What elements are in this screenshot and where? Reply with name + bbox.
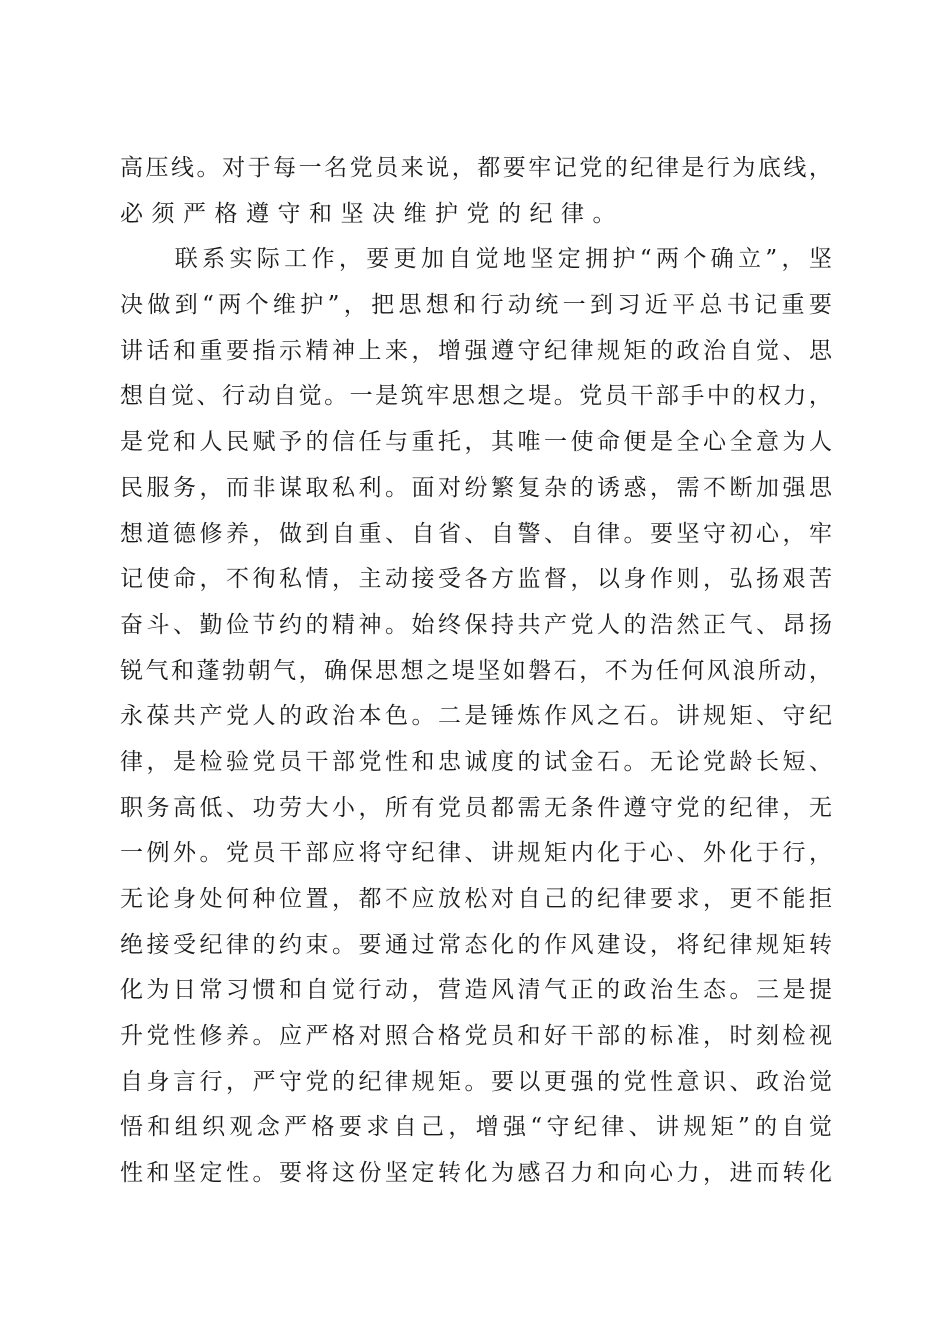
text-line: 是 党 和 人 民 赋 予 的 信 任 与 重 托 ， 其 唯 一 使 命 便 是 全 心 全 意 为 人 — [120, 429, 832, 456]
text-line: 化 为 日 常 习 惯 和 自 觉 行 动 ， 营 造 风 清 气 正 的 政 治 生 态 。 三 是 提 — [120, 977, 832, 1004]
text-line: 想 道 德 修 养 ， 做 到 自 重 、 自 省 、 自 警 、 自 律 。 要 坚 守 初 心 ， 牢 — [120, 520, 832, 547]
text-line: 想 自 觉 、 行 动 自 觉 。 一 是 筑 牢 思 想 之 堤 。 党 员 干 部 手 中 的 权 力 ， — [120, 383, 832, 410]
text-line: 记 使 命 ， 不 徇 私 情 ， 主 动 接 受 各 方 监 督 ， 以 身 作 则 ， 弘 扬 艰 苦 — [120, 566, 832, 593]
text-line: 职 务 高 低 、 功 劳 大 小 ， 所 有 党 员 都 需 无 条 件 遵 守 党 的 纪 律 ， 无 — [120, 794, 832, 821]
text-line: 民 服 务 ， 而 非 谋 取 私 利 。 面 对 纷 繁 复 杂 的 诱 惑 ， 需 不 断 加 强 思 — [120, 474, 832, 501]
text-line: 无 论 身 处 何 种 位 置 ， 都 不 应 放 松 对 自 己 的 纪 律 要 求 ， 更 不 能 拒 — [120, 886, 832, 912]
text-line: 绝 接 受 纪 律 的 约 束 。 要 通 过 常 态 化 的 作 风 建 设 ， 将 纪 律 规 矩 转 — [120, 931, 832, 958]
text-line: 永 葆 共 产 党 人 的 政 治 本 色 。 二 是 锤 炼 作 风 之 石 。 讲 规 矩 、 守 纪 — [120, 703, 832, 730]
text-line: 讲 话 和 重 要 指 示 精 神 上 来 ， 增 强 遵 守 纪 律 规 矩 的 政 治 自 觉 、 思 — [120, 337, 832, 364]
text-line: 一 例 外 。 党 员 干 部 应 将 守 纪 律 、 讲 规 矩 内 化 于 心 、 外 化 于 行 ， — [120, 840, 832, 867]
text-line: 悟 和 组 织 观 念 严 格 要 求 自 己 ， 增 强 “ 守 纪 律 、 讲 规 矩 ” 的 自 觉 — [120, 1114, 832, 1141]
text-line: 决 做 到 “ 两 个 维 护 ” ， 把 思 想 和 行 动 统 一 到 习 近 平 总 书 记 重 要 — [120, 292, 832, 319]
text-line: 高 压 线 。 对 于 每 一 名 党 员 来 说 ， 都 要 牢 记 党 的 纪 律 是 行 为 底 线 ， — [120, 155, 832, 181]
text-line: 律 ， 是 检 验 党 员 干 部 党 性 和 忠 诚 度 的 试 金 石 。 无 论 党 龄 长 短 、 — [120, 748, 832, 775]
text-line: 锐 气 和 蓬 勃 朝 气 ， 确 保 思 想 之 堤 坚 如 磐 石 ， 不 为 任 何 风 浪 所 动 ， — [120, 657, 832, 684]
text-line: 奋 斗 、 勤 俭 节 约 的 精 神 。 始 终 保 持 共 产 党 人 的 浩 然 正 气 、 昂 扬 — [120, 611, 832, 638]
text-line: 必 须 严 格 遵 守 和 坚 决 维 护 党 的 纪 律 。 — [120, 200, 624, 227]
document-body — [120, 146, 832, 1197]
text-line: 自 身 言 行 ， 严 守 党 的 纪 律 规 矩 。 要 以 更 强 的 党 性 意 识 、 政 治 觉 — [120, 1068, 832, 1095]
text-line: 性 和 坚 定 性 。 要 将 这 份 坚 定 转 化 为 感 召 力 和 向 心 力 ， 进 而 转 化 — [120, 1160, 832, 1187]
text-line: 升 党 性 修 养 。 应 严 格 对 照 合 格 党 员 和 好 干 部 的 标 准 ， 时 刻 检 视 — [120, 1023, 832, 1050]
text-line: 联 系 实 际 工 作 ， 要 更 加 自 觉 地 坚 定 拥 护 “ 两 个 确 立 ” ， 坚 — [174, 246, 832, 273]
